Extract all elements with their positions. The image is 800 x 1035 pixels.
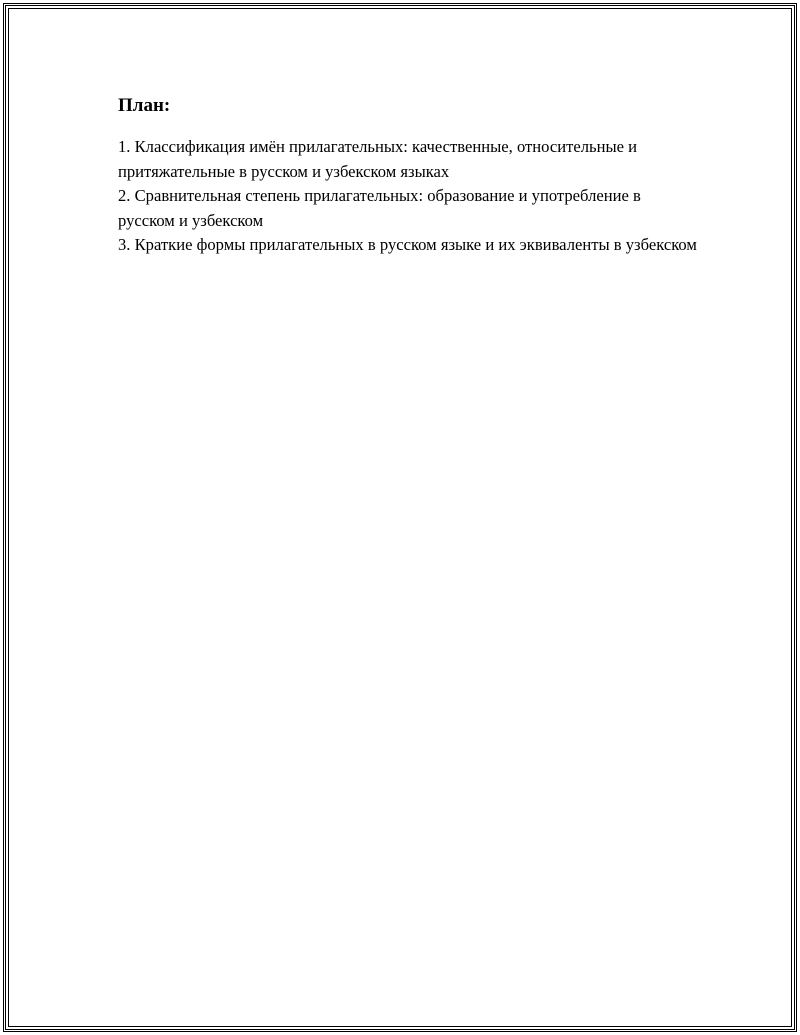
plan-list xyxy=(118,135,698,258)
plan-item-3: 3. Краткие формы прилагательных в русском языке и их эквиваленты в узбекском xyxy=(118,235,697,254)
plan-item-2: 2. Сравнительная степень прилагательных: образование и употребление в русском и узбекском xyxy=(118,186,641,230)
plan-heading: План: xyxy=(118,95,171,116)
document-content xyxy=(118,94,698,258)
plan-item-1: 1. Классификация имён прилагательных: качественные, относительные и притяжательные в русском и узбекском языках xyxy=(118,137,638,181)
